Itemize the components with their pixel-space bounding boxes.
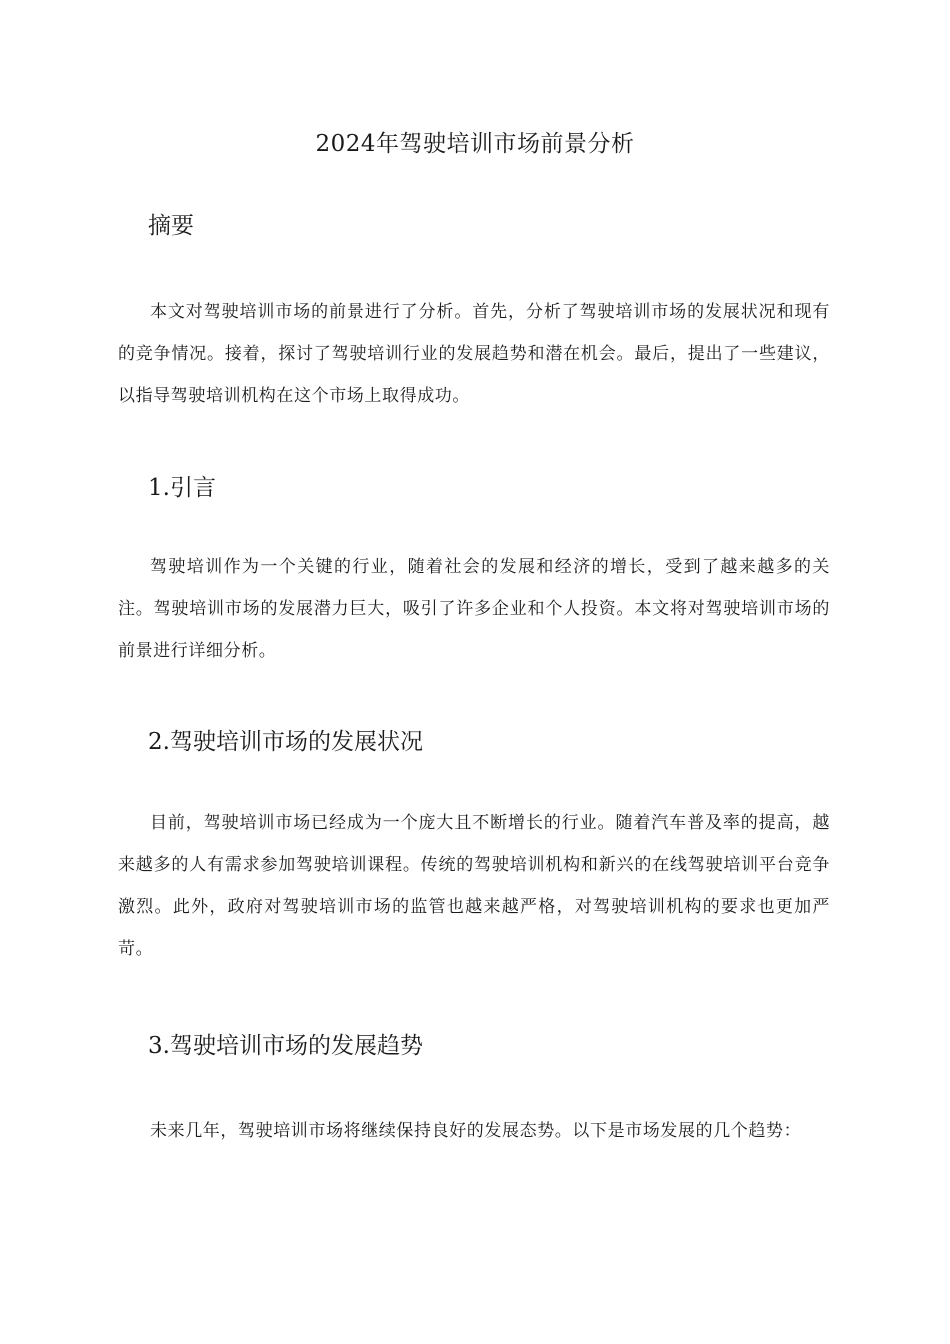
- section-paragraph-development-status: 目前，驾驶培训市场已经成为一个庞大且不断增长的行业。随着汽车普及率的提高，越来越多的人有需求参加驾驶培训课程。传统的驾驶培训机构和新兴的在线驾驶培训平台竞争激烈。此外，政府对驾驶培训市场的监管也越来越严格，对驾驶培训机构的要求也更加严苛。: [118, 813, 830, 959]
- section-paragraph-development-trends: 未来几年，驾驶培训市场将继续保持良好的发展态势。以下是市场发展的几个趋势：: [150, 1121, 802, 1141]
- section-heading-development-status: 2.驾驶培训市场的发展状况: [148, 729, 423, 755]
- document-title: 2024年驾驶培训市场前景分析: [315, 131, 635, 157]
- section-heading-introduction: 1.引言: [148, 475, 216, 501]
- section-paragraph-abstract: 本文对驾驶培训市场的前景进行了分析。首先，分析了驾驶培训市场的发展状况和现有的竞争情况。接着，探讨了驾驶培训行业的发展趋势和潜在机会。最后，提出了一些建议，以指导驾驶培训机构在这个市场上取得成功。: [118, 302, 830, 406]
- section-heading-abstract: 摘要: [148, 213, 194, 239]
- section-paragraph-introduction: 驾驶培训作为一个关键的行业，随着社会的发展和经济的增长，受到了越来越多的关注。驾驶培训市场的发展潜力巨大，吸引了许多企业和个人投资。本文将对驾驶培训市场的前景进行详细分析。: [118, 557, 830, 661]
- section-heading-development-trends: 3.驾驶培训市场的发展趋势: [148, 1033, 423, 1059]
